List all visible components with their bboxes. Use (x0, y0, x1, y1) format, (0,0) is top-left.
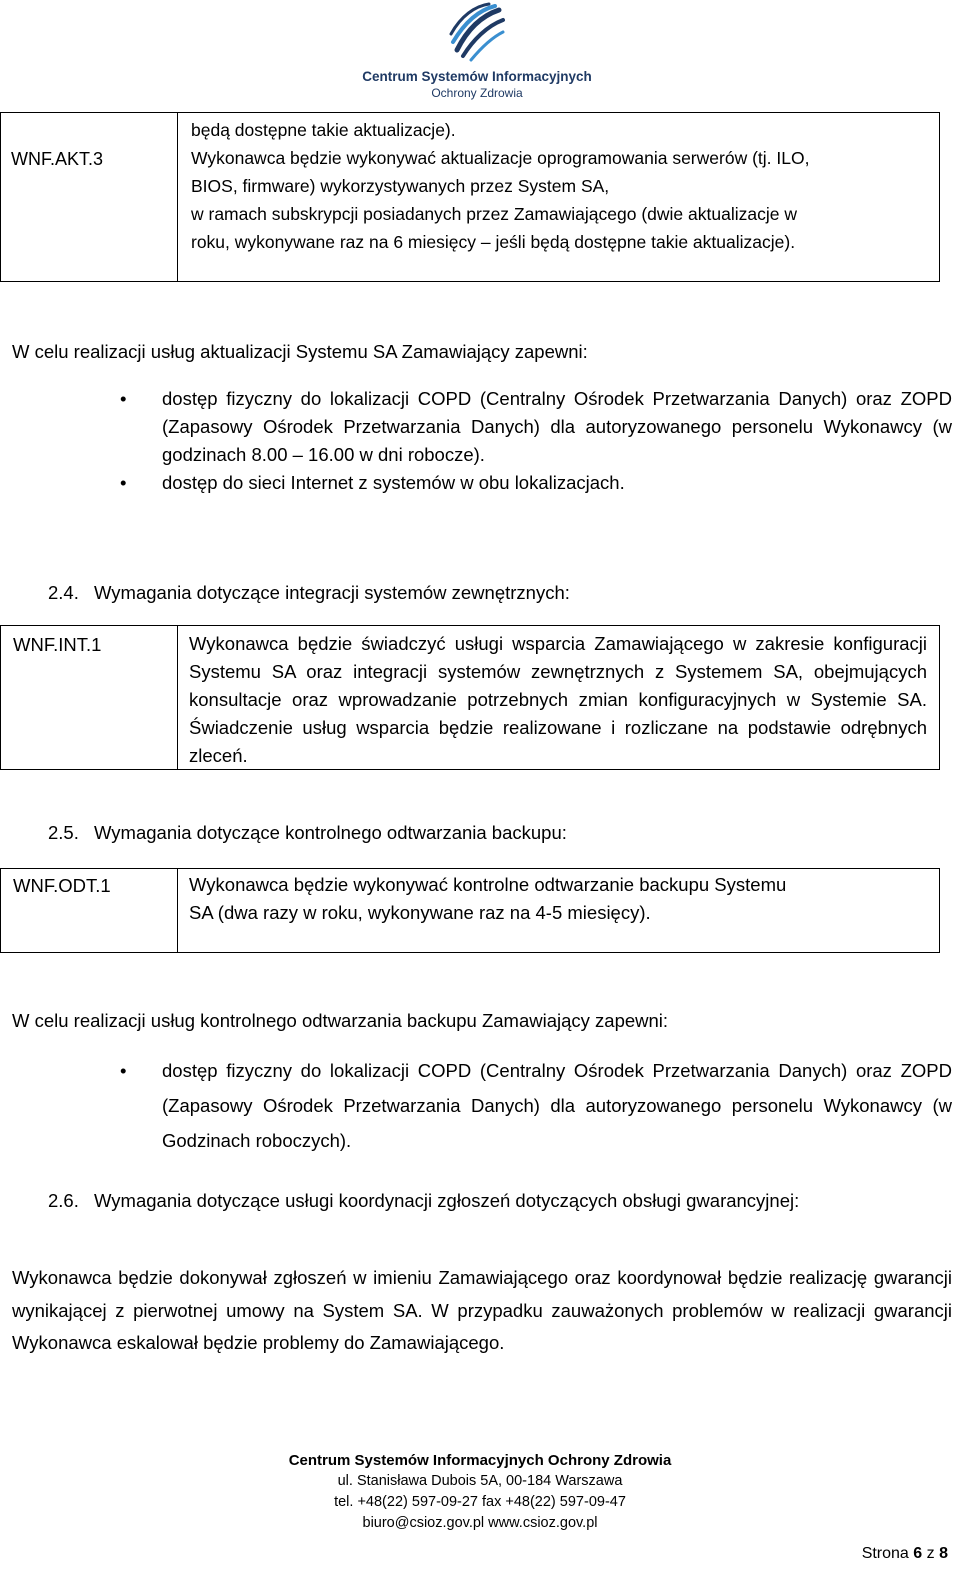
footer (180, 1450, 780, 1534)
requirement-table-akt (0, 112, 940, 282)
requirement-table-int (0, 625, 940, 770)
footer-phone: tel. +48(22) 597-09-27 fax +48(22) 597-09-47 (334, 1494, 626, 1510)
requirement-id-cell (1, 869, 178, 952)
header-logo (352, 2, 602, 100)
page-label: Strona (861, 1545, 909, 1562)
description-line: Wykonawca będzie wykonywać aktualizacje oprogramowania serwerów (tj. ILO, (191, 148, 810, 168)
bullet-item: • dostęp do sieci Internet z systemów w obu lokalizacjach. (130, 469, 952, 497)
requirement-description (189, 871, 929, 927)
requirement-table-odt (0, 868, 940, 953)
page-number (862, 1545, 948, 1563)
description-line: w ramach subskrypcji posiadanych przez Zamawiającego (dwie aktualizacje w (191, 204, 797, 224)
requirement-id: WNF.ODT.1 (13, 875, 111, 896)
requirement-description: Wykonawca będzie świadczyć usługi wsparcia Zamawiającego w zakresie konfiguracji Systemu SA oraz integracji systemów zewnętrznych z Systemem SA, obejmujących konsultacje oraz wprowadzanie potrzebnych zmian konfiguracyjnych w Systemie SA. Świadczenie usług wsparcia będzie realizowane i rozliczane na podstawie odrębnych zleceń. (189, 633, 927, 766)
section-title: Wymagania dotyczące integracji systemów zewnętrznych: (94, 582, 570, 603)
footer-org: Centrum Systemów Informacyjnych Ochrony Zdrowia (288, 1452, 672, 1469)
section-number: 2.4. (48, 582, 79, 603)
footer-address: ul. Stanisława Dubois 5A, 00-184 Warszawa (337, 1473, 623, 1489)
section-heading-2-5 (48, 822, 567, 844)
update-bullet-list (130, 385, 952, 497)
section-number: 2.5. (48, 822, 79, 843)
csioz-logo-icon (352, 2, 602, 68)
page-total: 8 (939, 1545, 948, 1562)
requirement-id: WNF.AKT.3 (11, 149, 104, 169)
description-line: BIOS, firmware) wykorzystywanych przez System SA, (191, 176, 610, 196)
logo-org-name: Centrum Systemów Informacyjnych (362, 69, 592, 84)
page-separator: z (926, 1545, 935, 1562)
section-heading-2-4 (48, 582, 570, 604)
page-current: 6 (913, 1545, 923, 1562)
description-line: SA (dwa razy w roku, wykonywane raz na 4-5 miesięcy). (189, 902, 651, 923)
update-intro: W celu realizacji usług aktualizacji Systemu SA Zamawiający zapewni: (12, 341, 588, 362)
description-line: będą dostępne takie aktualizacje). (191, 120, 456, 140)
description-line: roku, wykonywane raz na 6 miesięcy – jeśli będą dostępne takie aktualizacje). (191, 232, 796, 252)
requirement-description (191, 116, 936, 256)
requirement-id-cell (1, 113, 178, 281)
section-2-6-body: Wykonawca będzie dokonywał zgłoszeń w imieniu Zamawiającego oraz koordynował będzie realizację gwarancji wynikającej z pierwotnej umowy na System SA. W przypadku zauważonych problemów w realizacji gwarancji Wykonawca eskalował będzie problemy do Zamawiającego. (12, 1267, 952, 1353)
backup-bullet-list (130, 1053, 952, 1158)
section-title: Wymagania dotyczące kontrolnego odtwarzania backupu: (94, 822, 567, 843)
bullet-item: • dostęp fizyczny do lokalizacji COPD (Centralny Ośrodek Przetwarzania Danych) oraz ZOPD (Zapasowy Ośrodek Przetwarzania Danych) dla autoryzowanego personelu Wykonawcy (w Godzinach roboczych). (130, 1053, 952, 1158)
backup-intro: W celu realizacji usług kontrolnego odtwarzania backupu Zamawiający zapewni: (12, 1010, 669, 1031)
requirement-id: WNF.INT.1 (13, 634, 102, 655)
footer-web: biuro@csioz.gov.pl www.csioz.gov.pl (362, 1515, 598, 1531)
description-line: Wykonawca będzie wykonywać kontrolne odtwarzanie backupu Systemu (189, 874, 787, 895)
bullet-item: • dostęp fizyczny do lokalizacji COPD (Centralny Ośrodek Przetwarzania Danych) oraz ZOPD (Zapasowy Ośrodek Przetwarzania Danych) dla autoryzowanego personelu Wykonawcy (w godzinach 8.00 – 16.00 w dni robocze). (130, 385, 952, 469)
logo-org-subtitle: Ochrony Zdrowia (431, 86, 523, 100)
requirement-id-cell (1, 626, 178, 769)
section-number: 2.6. (48, 1190, 79, 1211)
section-heading-2-6 (48, 1183, 952, 1218)
section-title: Wymagania dotyczące usługi koordynacji zgłoszeń dotyczących obsługi gwarancyjnej: (94, 1190, 800, 1211)
